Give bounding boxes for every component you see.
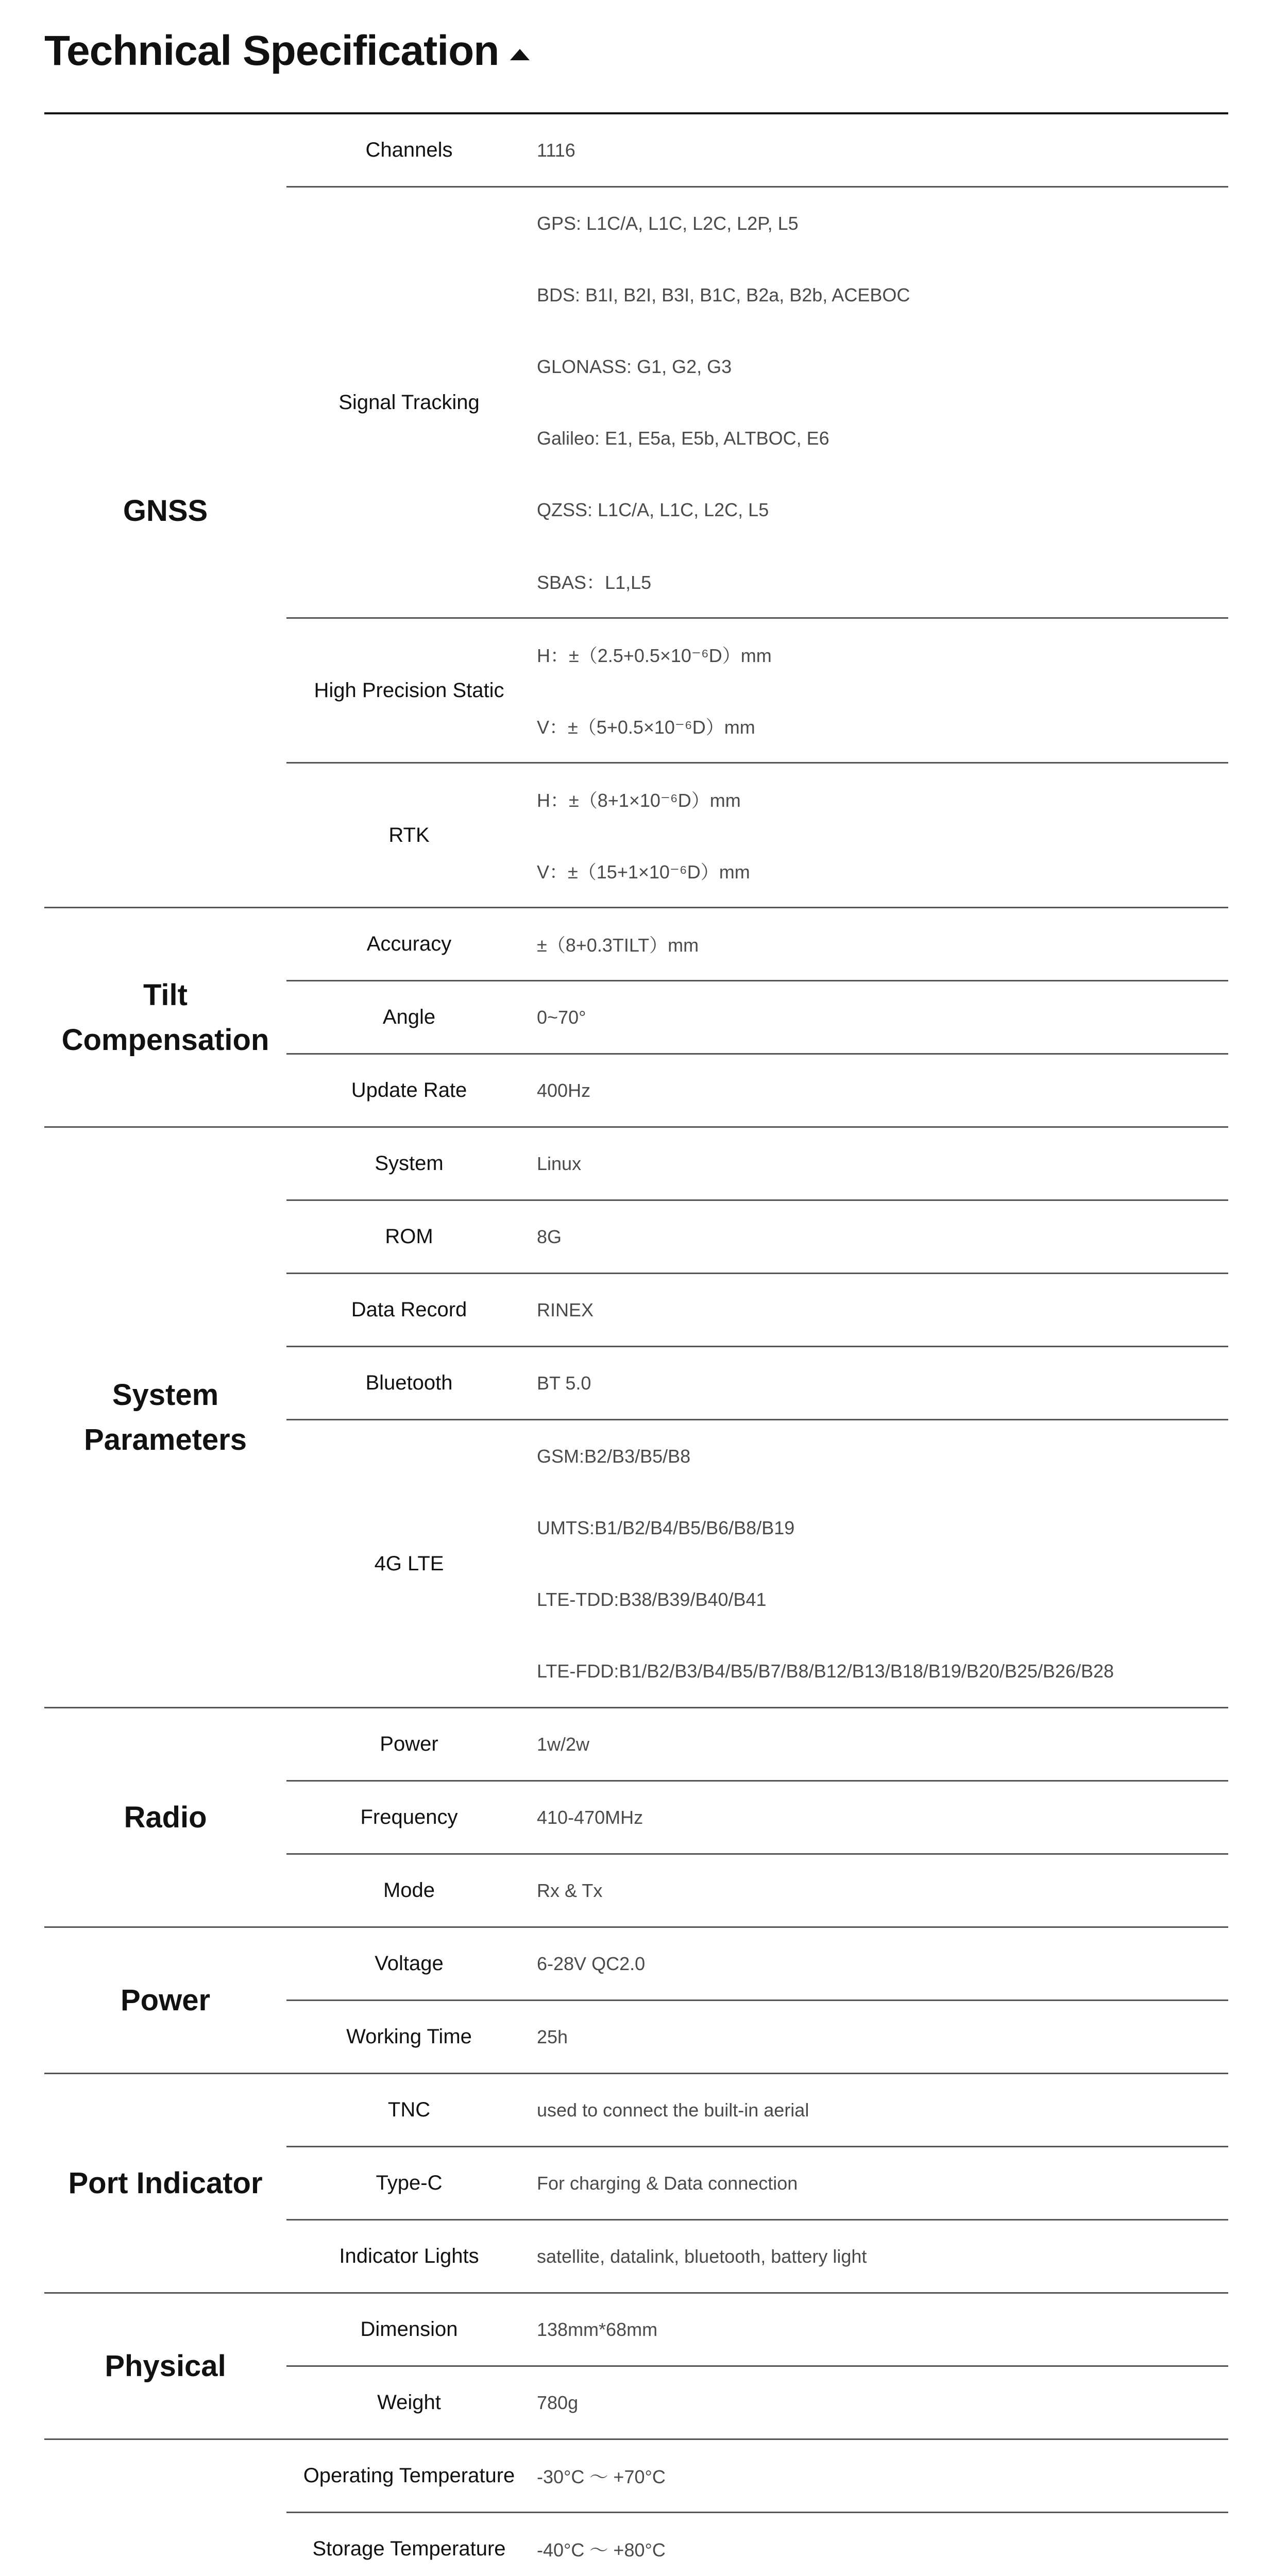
spec-row (286, 1419, 1228, 1707)
spec-values (532, 1420, 1228, 1707)
spec-label: Accuracy (366, 933, 452, 955)
spec-label: High Precision Static (314, 679, 504, 702)
spec-value: LTE-TDD:B38/B39/B40/B41 (537, 1588, 767, 1610)
spec-value: QZSS: L1C/A, L1C, L2C, L5 (537, 499, 769, 520)
spec-header[interactable] (44, 27, 530, 74)
spec-value: Galileo: E1, E5a, E5b, ALTBOC, E6 (537, 427, 829, 449)
spec-label: Dimension (360, 2318, 458, 2341)
caret-up-icon[interactable] (510, 49, 530, 60)
spec-value: H：±（8+1×10⁻⁶D）mm (537, 790, 741, 811)
spec-section (44, 114, 1228, 908)
spec-values (532, 1274, 1228, 1346)
section-rows (286, 1708, 1228, 1926)
spec-row (286, 2294, 1228, 2365)
spec-label: Type-C (376, 2172, 443, 2194)
page-title: Technical Specification (44, 27, 499, 74)
spec-value: UMTS:B1/B2/B4/B5/B6/B8/B19 (537, 1517, 795, 1538)
spec-row (286, 617, 1228, 762)
spec-row (286, 1346, 1228, 1419)
spec-section (44, 2294, 1228, 2440)
spec-label: Bluetooth (365, 1371, 453, 1394)
spec-row (286, 186, 1228, 617)
spec-value: RINEX (537, 1299, 594, 1320)
spec-section (44, 1928, 1228, 2074)
spec-value: V：±（5+0.5×10⁻⁶D）mm (537, 717, 755, 738)
spec-values (532, 981, 1228, 1053)
spec-value: For charging & Data connection (537, 2172, 798, 2194)
spec-row (286, 908, 1228, 980)
spec-values (532, 1782, 1228, 1853)
spec-row (286, 980, 1228, 1053)
spec-row (286, 762, 1228, 907)
spec-value: V：±（15+1×10⁻⁶D）mm (537, 861, 750, 883)
section-title: Port Indicator (68, 2166, 263, 2200)
spec-values (532, 619, 1228, 762)
spec-table (44, 114, 1228, 2576)
spec-label: ROM (385, 1225, 433, 1248)
spec-row (286, 1999, 1228, 2073)
spec-values (532, 908, 1228, 980)
spec-label: TNC (387, 2098, 431, 2121)
spec-values (532, 2513, 1228, 2576)
spec-label: RTK (388, 823, 430, 846)
section-rows (286, 908, 1228, 1126)
spec-row (286, 1708, 1228, 1780)
spec-value: BDS: B1I, B2I, B3I, B1C, B2a, B2b, ACEBOC (537, 284, 910, 306)
spec-value: 138mm*68mm (537, 2318, 658, 2340)
spec-values (532, 2001, 1228, 2073)
spec-label: Data Record (351, 1298, 467, 1321)
section-rows (286, 1928, 1228, 2073)
spec-values (532, 1201, 1228, 1273)
section-rows (286, 114, 1228, 907)
spec-row (286, 1928, 1228, 1999)
spec-label: Angle (382, 1006, 436, 1028)
spec-section (44, 2440, 1228, 2576)
spec-value: GPS: L1C/A, L1C, L2C, L2P, L5 (537, 212, 799, 234)
spec-section (44, 1128, 1228, 1708)
spec-label: Frequency (360, 1806, 458, 1828)
section-title: Power (120, 1984, 211, 2017)
spec-value: -40°C ～ +80°C (537, 2539, 666, 2561)
spec-values (532, 1347, 1228, 1419)
spec-values (532, 1128, 1228, 1199)
section-rows (286, 1128, 1228, 1707)
section-rows (286, 2074, 1228, 2292)
spec-label: Power (380, 1733, 438, 1755)
spec-row (286, 1199, 1228, 1273)
spec-values (532, 2074, 1228, 2146)
section-title: Tilt Compensation (61, 978, 269, 1057)
spec-value: 0~70° (537, 1006, 586, 1028)
spec-row (286, 2512, 1228, 2576)
spec-value: 410-470MHz (537, 1806, 643, 1828)
spec-row (286, 2074, 1228, 2146)
spec-label: Working Time (346, 2025, 472, 2048)
spec-section (44, 1708, 1228, 1928)
spec-label: 4G LTE (374, 1552, 444, 1575)
spec-row (286, 1780, 1228, 1853)
spec-value: 400Hz (537, 1079, 591, 1101)
section-title: Physical (105, 2349, 226, 2383)
spec-values (532, 1855, 1228, 1926)
spec-label: Voltage (375, 1952, 444, 1975)
spec-label: Indicator Lights (339, 2245, 479, 2267)
spec-label: Storage Temperature (312, 2537, 506, 2560)
spec-row (286, 2440, 1228, 2512)
spec-values (532, 1055, 1228, 1126)
spec-value: used to connect the built-in aerial (537, 2099, 809, 2121)
spec-values (532, 1708, 1228, 1780)
spec-label: System (375, 1152, 444, 1175)
spec-row (286, 1853, 1228, 1926)
spec-value: LTE-FDD:B1/B2/B3/B4/B5/B7/B8/B12/B13/B18/B19/B20/B25/B26/B28 (537, 1660, 1114, 1682)
section-title: GNSS (123, 494, 208, 528)
spec-values (532, 2367, 1228, 2438)
spec-value: 8G (537, 1226, 562, 1247)
section-title: System Parameters (84, 1378, 247, 1456)
spec-section (44, 908, 1228, 1128)
spec-values (532, 2440, 1228, 2512)
section-rows (286, 2294, 1228, 2438)
spec-value: 1w/2w (537, 1733, 590, 1755)
spec-row (286, 1273, 1228, 1346)
spec-value: Rx & Tx (537, 1879, 603, 1901)
spec-row (286, 2365, 1228, 2438)
spec-row (286, 114, 1228, 186)
spec-row (286, 2219, 1228, 2292)
spec-values (532, 2294, 1228, 2365)
spec-row (286, 1053, 1228, 1126)
spec-values (532, 188, 1228, 617)
spec-value: 780g (537, 2392, 579, 2413)
spec-label: Operating Temperature (303, 2464, 515, 2487)
section-title: Radio (124, 1801, 207, 1834)
spec-value: satellite, datalink, bluetooth, battery light (537, 2245, 867, 2267)
spec-value: 1116 (537, 139, 575, 161)
section-title (44, 2440, 286, 2576)
spec-value: ±（8+0.3TILT）mm (537, 935, 699, 956)
section-rows (286, 2440, 1228, 2576)
spec-label: Weight (377, 2391, 441, 2414)
spec-label: Update Rate (351, 1079, 467, 1101)
spec-value: 25h (537, 2026, 568, 2047)
spec-value: Linux (537, 1153, 582, 1174)
spec-values (532, 2221, 1228, 2292)
spec-section (44, 2074, 1228, 2294)
spec-values (532, 114, 1228, 186)
spec-values (532, 764, 1228, 907)
spec-label: Signal Tracking (338, 391, 480, 414)
spec-value: GSM:B2/B3/B5/B8 (537, 1445, 691, 1467)
spec-value: H：±（2.5+0.5×10⁻⁶D）mm (537, 645, 772, 666)
spec-row (286, 2146, 1228, 2219)
spec-value: 6-28V QC2.0 (537, 1953, 646, 1974)
spec-values (532, 2147, 1228, 2219)
spec-value: GLONASS: G1, G2, G3 (537, 355, 732, 377)
spec-values (532, 1928, 1228, 1999)
spec-value: BT 5.0 (537, 1372, 591, 1394)
spec-value: -30°C ～ +70°C (537, 2466, 666, 2487)
spec-label: Mode (383, 1879, 435, 1902)
spec-label: Channels (365, 139, 453, 161)
spec-row (286, 1128, 1228, 1199)
spec-value: SBAS：L1,L5 (537, 572, 652, 593)
